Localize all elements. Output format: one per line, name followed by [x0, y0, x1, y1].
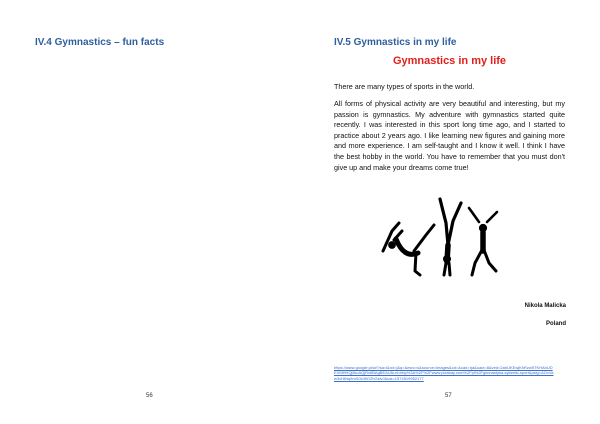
author-country: Poland: [545, 321, 566, 327]
body-paragraph: All forms of physical activity are very beautiful and interesting, but my passion is gymnastics. My adventure with gymnastics started quite recently. I was interested in this sport long time ago, and I started to practice about 2 years ago. I like learning new figures and gaining more and more experience. I am self-taught and I know it well. I think I have the best hobby in the world. You have to remember that you must don't give up and make your dreams come true!: [334, 99, 565, 172]
page-number-left: 56: [146, 393, 153, 399]
section-heading-fun-facts: IV.4 Gymnastics – fun facts: [35, 37, 165, 48]
author-name: Nikola Malicka: [524, 303, 566, 309]
gymnast-silhouettes-icon: [380, 195, 508, 287]
section-heading-my-life: IV.5 Gymnastics in my life: [334, 37, 457, 48]
article-title: Gymnastics in my life: [392, 55, 507, 67]
intro-paragraph: There are many types of sports in the world.: [334, 82, 475, 91]
gymnast-silhouettes-image: [380, 195, 508, 287]
image-source-link[interactable]: https://www.google.pl/url?sa=i&rct=j&q=&esrc=s&source=images&cd=&cad=rja&uact=8&ved=2ahUKEwjKhRzw5TKHAhUDEXMHHQjfAuAQjRx6BAgBEAU&url=http%3A%2F%2Fwww.pixabay.com%2Fpl%2Fgimnastyka-sylwetki-sport&psig=AOvVaw3xHtNq5mS0Ut9O2hGklvJ&ust=1574519952177: [334, 365, 554, 381]
page-number-right: 57: [445, 393, 452, 399]
right-page: [300, 0, 600, 424]
